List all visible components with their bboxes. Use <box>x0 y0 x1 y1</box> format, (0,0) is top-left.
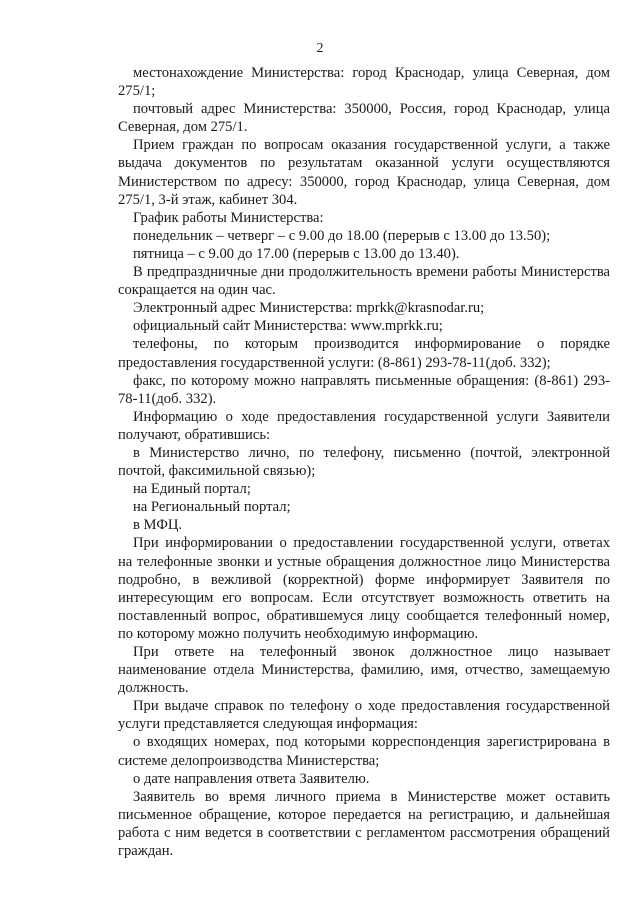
paragraph-schedule-mon-thu: понедельник – четверг – с 9.00 до 18.00 (перерыв с 13.00 до 13.50); <box>133 227 551 244</box>
paragraph-schedule-fri: пятница – с 9.00 до 17.00 (перерыв с 13.00 до 13.40). <box>133 245 460 262</box>
paragraph-fax: факс, по которому можно направлять письменные обращения: (8-861) 293-78-11(доб. 332). <box>118 372 610 407</box>
paragraph-pre-holiday: В предпраздничные дни продолжительность времени работы Министерства сокращается на один час. <box>118 264 610 299</box>
document-body <box>118 64 610 860</box>
page-number: 2 <box>316 41 324 56</box>
paragraph-progress-info: Информацию о ходе предоставления государственной услуги Заявители получают, обратившись: <box>118 408 610 443</box>
paragraph-channel-unified-portal: на Единый портал; <box>133 481 251 498</box>
paragraph-postal-address: почтовый адрес Министерства: 350000, Россия, город Краснодар, улица Северная, дом 275/1. <box>118 101 610 136</box>
paragraph-email: Электронный адрес Министерства: mprkk@krasnodar.ru; <box>133 300 485 317</box>
paragraph-response-date: о дате направления ответа Заявителю. <box>133 770 370 787</box>
paragraph-schedule-heading: График работы Министерства: <box>133 209 324 226</box>
paragraph-written-appeal: Заявитель во время личного приема в Министерстве может оставить письменное обращение, которое передается на регистрацию, и дальнейшая работа с ним ведется в соответствии с регламентом рассмотрения обращений граждан. <box>118 788 610 860</box>
paragraph-website: официальный сайт Министерства: www.mprkk.ru; <box>133 318 443 335</box>
paragraph-channel-regional-portal: на Региональный портал; <box>133 499 291 516</box>
paragraph-reception: Прием граждан по вопросам оказания государственной услуги, а также выдача документов по результатам оказанной услуги осуществляются Министерством по адресу: 350000, город Краснодар, улица Северная, дом 275/1, 3-й этаж, кабинет 304. <box>118 137 610 208</box>
paragraph-informing: При информировании о предоставлении государственной услуги, ответах на телефонные звонки и устные обращения должностное лицо Министерства подробно, в вежливой (корректной) форме информирует Заявителя по интересующим его вопросам. Если отсутствует возможность ответить на поставленный вопрос, обратившемуся лицу сообщается телефонный номер, по которому можно получить необходимую информацию. <box>118 535 610 642</box>
paragraph-phones: телефоны, по которым производится информирование о порядке предоставления государственной услуги: (8-861) 293-78-11(доб. 332); <box>118 336 610 371</box>
paragraph-channel-ministry: в Министерство лично, по телефону, письменно (почтой, электронной почтой, факсимильной связью); <box>118 444 610 480</box>
paragraph-phone-inquiry: При выдаче справок по телефону о ходе предоставления государственной услуги представляется следующая информация: <box>118 698 610 733</box>
paragraph-channel-mfc: в МФЦ. <box>133 517 183 534</box>
paragraph-location: местонахождение Министерства: город Краснодар, улица Северная, дом 275/1; <box>118 65 610 100</box>
paragraph-phone-answer: При ответе на телефонный звонок должностное лицо называет наименование отдела Министерства, фамилию, имя, отчество, замещаемую должность. <box>118 644 610 697</box>
paragraph-incoming-numbers: о входящих номерах, под которыми корреспонденция зарегистрирована в системе делопроизводства Министерства; <box>118 734 610 769</box>
